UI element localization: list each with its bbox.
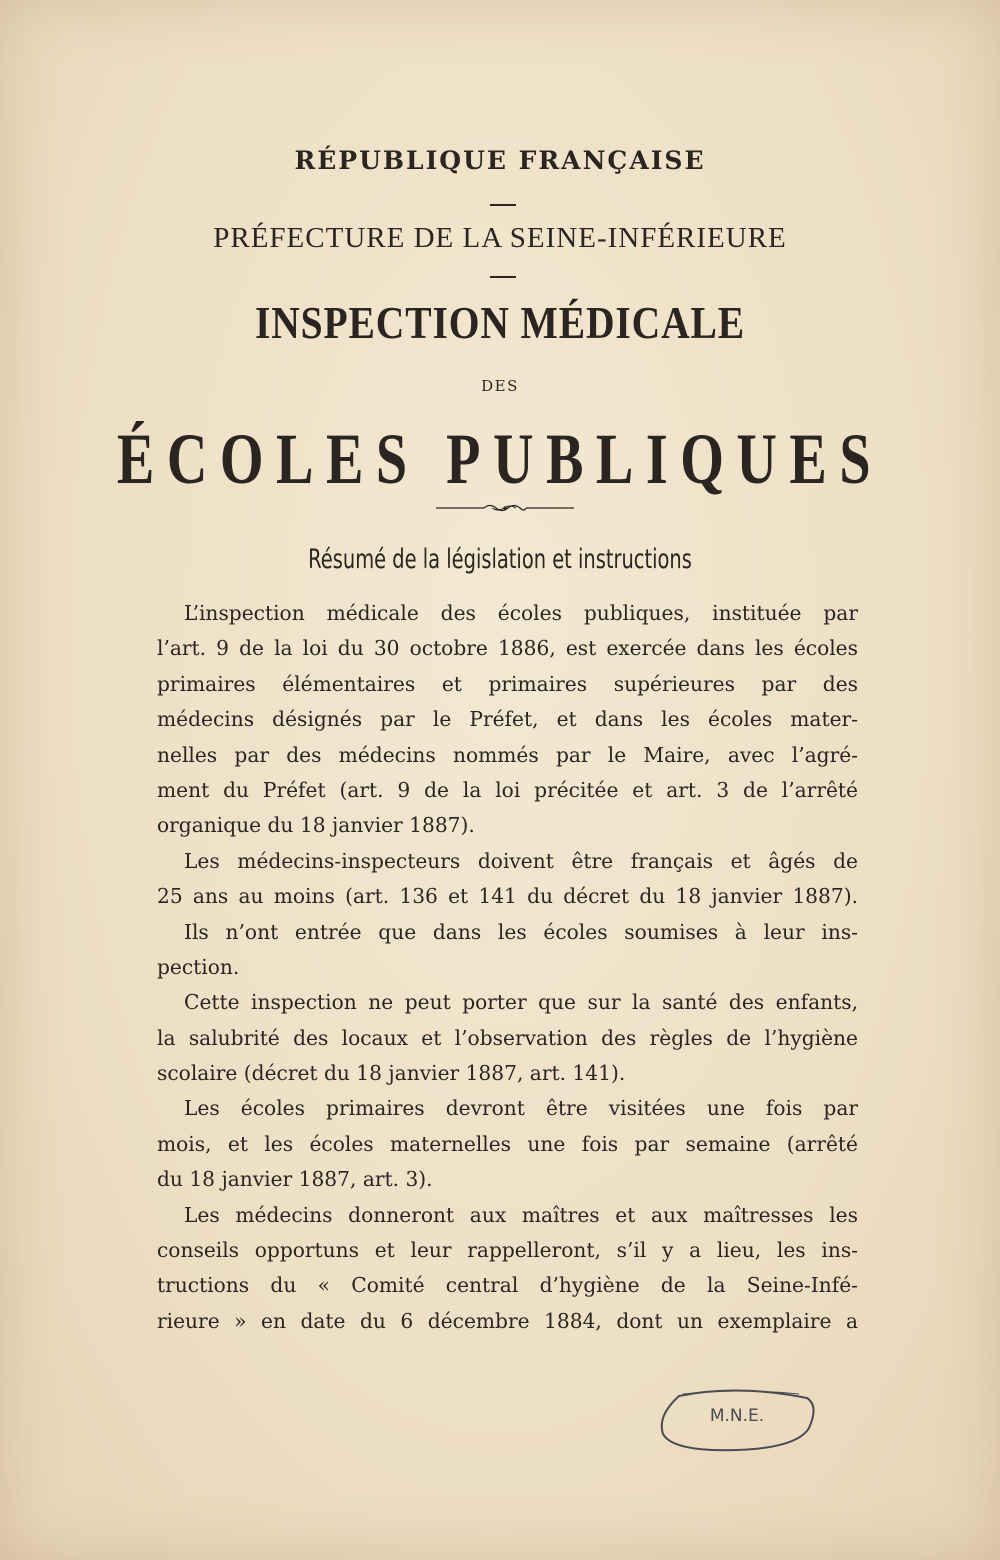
ornament-divider: [436, 501, 574, 515]
body-line: nelles par des médecins nommés par le Maire, avec l’agré-: [157, 742, 858, 767]
body-line: conseils opportuns et leur rappelleront, s’il y a lieu, les ins-: [157, 1238, 858, 1263]
body-line: 25 ans au moins (art. 136 et 141 du décret du 18 janvier 1887).: [157, 884, 858, 909]
body-line: pection.: [157, 954, 240, 979]
body-line: l’art. 9 de la loi du 30 octobre 1886, est exercée dans les écoles: [157, 636, 858, 661]
body-line: Les médecins-inspecteurs doivent être français et âgés de: [184, 848, 858, 873]
body-line: primaires élémentaires et primaires supérieures par des: [157, 671, 858, 696]
body-line: rieure » en date du 6 décembre 1884, dont un exemplaire a: [157, 1308, 858, 1333]
body-line: Les médecins donneront aux maîtres et aux maîtresses les: [184, 1202, 858, 1227]
body-line: Les écoles primaires devront être visitées une fois par: [184, 1096, 858, 1121]
body-line: Cette inspection ne peut porter que sur la santé des enfants,: [184, 990, 858, 1015]
subtitle-resume: Résumé de la législation et instructions: [308, 544, 692, 575]
title-inspection: INSPECTION MÉDICALE: [254, 297, 746, 348]
header-republic: RÉPUBLIQUE FRANÇAISE: [294, 146, 706, 175]
body-line: scolaire (décret du 18 janvier 1887, art. 141).: [157, 1061, 626, 1086]
body-line: tructions du « Comité central d’hygiène de la Seine-Infé-: [157, 1273, 858, 1298]
title-connector: DES: [481, 377, 519, 395]
stamp-text: M.N.E.: [709, 1406, 765, 1426]
body-line: Ils n’ont entrée que dans les écoles soumises à leur ins-: [184, 919, 858, 944]
title-ecoles: ÉCOLES PUBLIQUES: [116, 419, 884, 499]
body-line: du 18 janvier 1887, art. 3).: [157, 1167, 433, 1192]
body-line: L’inspection médicale des écoles publiques, instituée par: [184, 601, 858, 625]
body-line: la salubrité des locaux et l’observation des règles de l’hygiène: [157, 1025, 858, 1050]
body-line: médecins désignés par le Préfet, et dans les écoles mater-: [157, 707, 858, 732]
body-line: mois, et les écoles maternelles une fois par semaine (arrêté: [157, 1131, 858, 1156]
body-line: organique du 18 janvier 1887).: [157, 813, 475, 838]
header-prefecture: PRÉFECTURE DE LA SEINE-INFÉRIEURE: [213, 222, 787, 254]
header-divider-2: [490, 276, 516, 278]
header-divider-1: [490, 204, 516, 206]
body-text: [157, 596, 858, 1339]
body-line: ment du Préfet (art. 9 de la loi précitée et art. 3 de l’arrêté: [157, 777, 858, 802]
